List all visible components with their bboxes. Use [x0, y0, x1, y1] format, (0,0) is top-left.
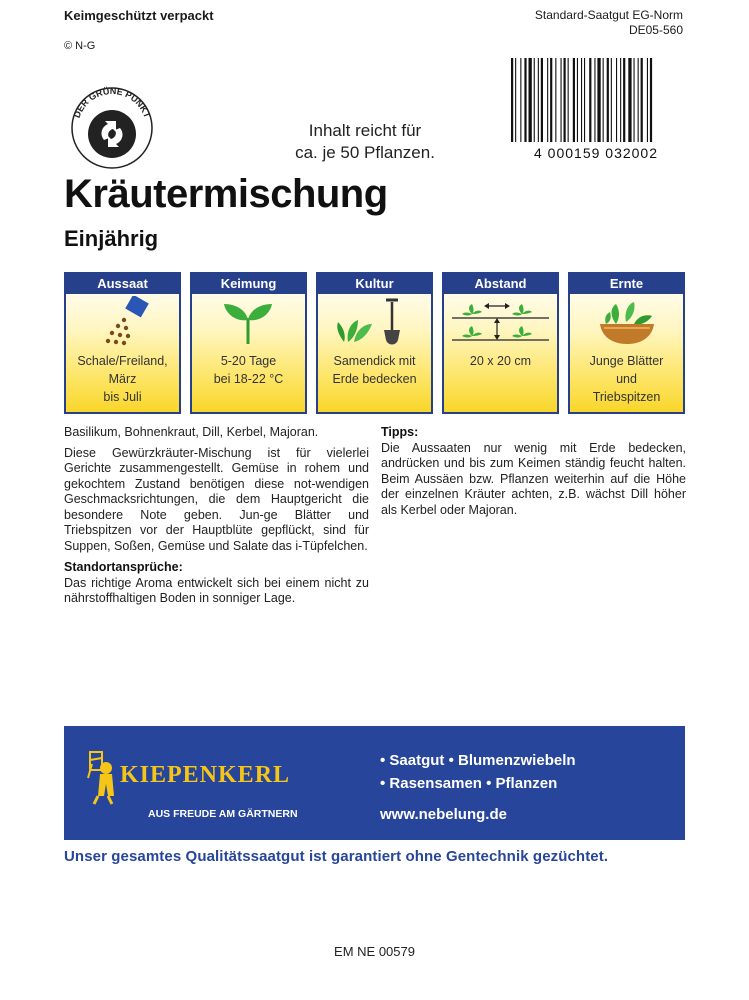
- card-header: Abstand: [444, 274, 557, 294]
- card-line: bis Juli: [103, 390, 142, 404]
- card-text: [446, 352, 555, 370]
- green-dot-logo: [66, 78, 158, 170]
- tips-heading: Tipps:: [381, 425, 419, 439]
- card-text: [572, 352, 681, 406]
- description-text: Diese Gewürzkräuter-Mischung ist für vielerlei Gerichte zusammengestellt. Gemüse in rohem und gekochtem Zustand benötigen diese not-wendigen Geschmacksrichtungen, die dem Hauptgericht die besondere Note geben. Jun-ge Blätter und Triebspitzen vor der Hauptblüte gepflückt, sind für Suppen, Soßen, Gemüse und Salate das i-Tüpfelchen.: [64, 445, 369, 553]
- packaging-note: Keimgeschützt verpackt: [64, 8, 214, 23]
- standard-info: [535, 8, 683, 38]
- brand-tagline: AUS FREUDE AM GÄRTNERN: [148, 808, 298, 820]
- description-column: [64, 425, 369, 607]
- card-line: bei 18-22 °C: [213, 372, 284, 386]
- contents-line1: Inhalt reicht für: [308, 121, 422, 140]
- product-subtitle: Einjährig: [64, 226, 159, 251]
- spacing-icon: [444, 296, 557, 348]
- card-line: und: [616, 372, 637, 386]
- herb-list: Basilikum, Bohnenkraut, Dill, Kerbel, Majoran.: [64, 425, 319, 439]
- green-dot-text: DER GRÜNE PUNKT: [71, 85, 153, 120]
- copyright-note: © N-G: [64, 40, 96, 52]
- card-aussaat: [64, 272, 181, 414]
- card-abstand: [442, 272, 559, 414]
- gmo-notice: Unser gesamtes Qualitätssaatgut ist garantiert ohne Gentechnik gezüchtet.: [64, 848, 609, 865]
- card-keimung: [190, 272, 307, 414]
- card-line: Erde bedecken: [332, 372, 417, 386]
- brand-name: KIEPENKERL: [120, 762, 291, 788]
- card-line: Samendick mit: [333, 354, 416, 368]
- website-link[interactable]: www.nebelung.de: [380, 806, 507, 823]
- barcode-number: 4 000159 032002: [534, 145, 658, 160]
- seed-packet-icon: [66, 296, 179, 348]
- location-heading: Standortansprüche:: [64, 560, 183, 574]
- contents-line2: ca. je 50 Pflanzen.: [295, 143, 435, 162]
- product-title: Kräutermischung: [64, 172, 388, 216]
- barcode-bars: [511, 58, 652, 142]
- brand-banner: [64, 726, 685, 840]
- card-kultur: [316, 272, 433, 414]
- harvest-bowl-icon: [570, 296, 683, 348]
- tips-column: [381, 425, 686, 518]
- plant-spade-icon: [318, 296, 431, 348]
- tips-text: Die Aussaaten nur wenig mit Erde bedecken, andrücken und bis zum Keimen ständig feucht halten. Beim Aussäen bzw. Pflanzen weiterhin auf die Höhe der einzelnen Kräuter achten, z.B. wächst Dill höher als Kerbel oder Majoran.: [381, 440, 686, 517]
- card-ernte: [568, 272, 685, 414]
- card-line: 5-20 Tage: [220, 354, 277, 368]
- barcode: [509, 58, 684, 160]
- location-text: Das richtige Aroma entwickelt sich bei einem nicht zu nährstoffhaltigen Boden in sonniger Lage.: [64, 575, 369, 605]
- standard-norm: Standard-Saatgut EG-Norm: [534, 8, 683, 22]
- product-line-1: • Saatgut • Blumenzwiebeln: [380, 752, 576, 769]
- card-line: Schale/Freiland,: [77, 354, 168, 368]
- sprout-icon: [192, 296, 305, 348]
- card-line: Triebspitzen: [592, 390, 661, 404]
- card-header: Ernte: [570, 274, 683, 294]
- card-text: [194, 352, 303, 388]
- card-text: [320, 352, 429, 388]
- card-header: Kultur: [318, 274, 431, 294]
- card-header: Aussaat: [66, 274, 179, 294]
- card-text: [68, 352, 177, 406]
- standard-code: DE05-560: [628, 23, 683, 37]
- product-code: EM NE 00579: [334, 944, 415, 959]
- contents-info: [272, 120, 458, 164]
- card-line: März: [108, 372, 137, 386]
- card-header: Keimung: [192, 274, 305, 294]
- product-line-2: • Rasensamen • Pflanzen: [380, 775, 558, 792]
- card-line: Junge Blätter: [589, 354, 664, 368]
- card-line: 20 x 20 cm: [469, 354, 532, 368]
